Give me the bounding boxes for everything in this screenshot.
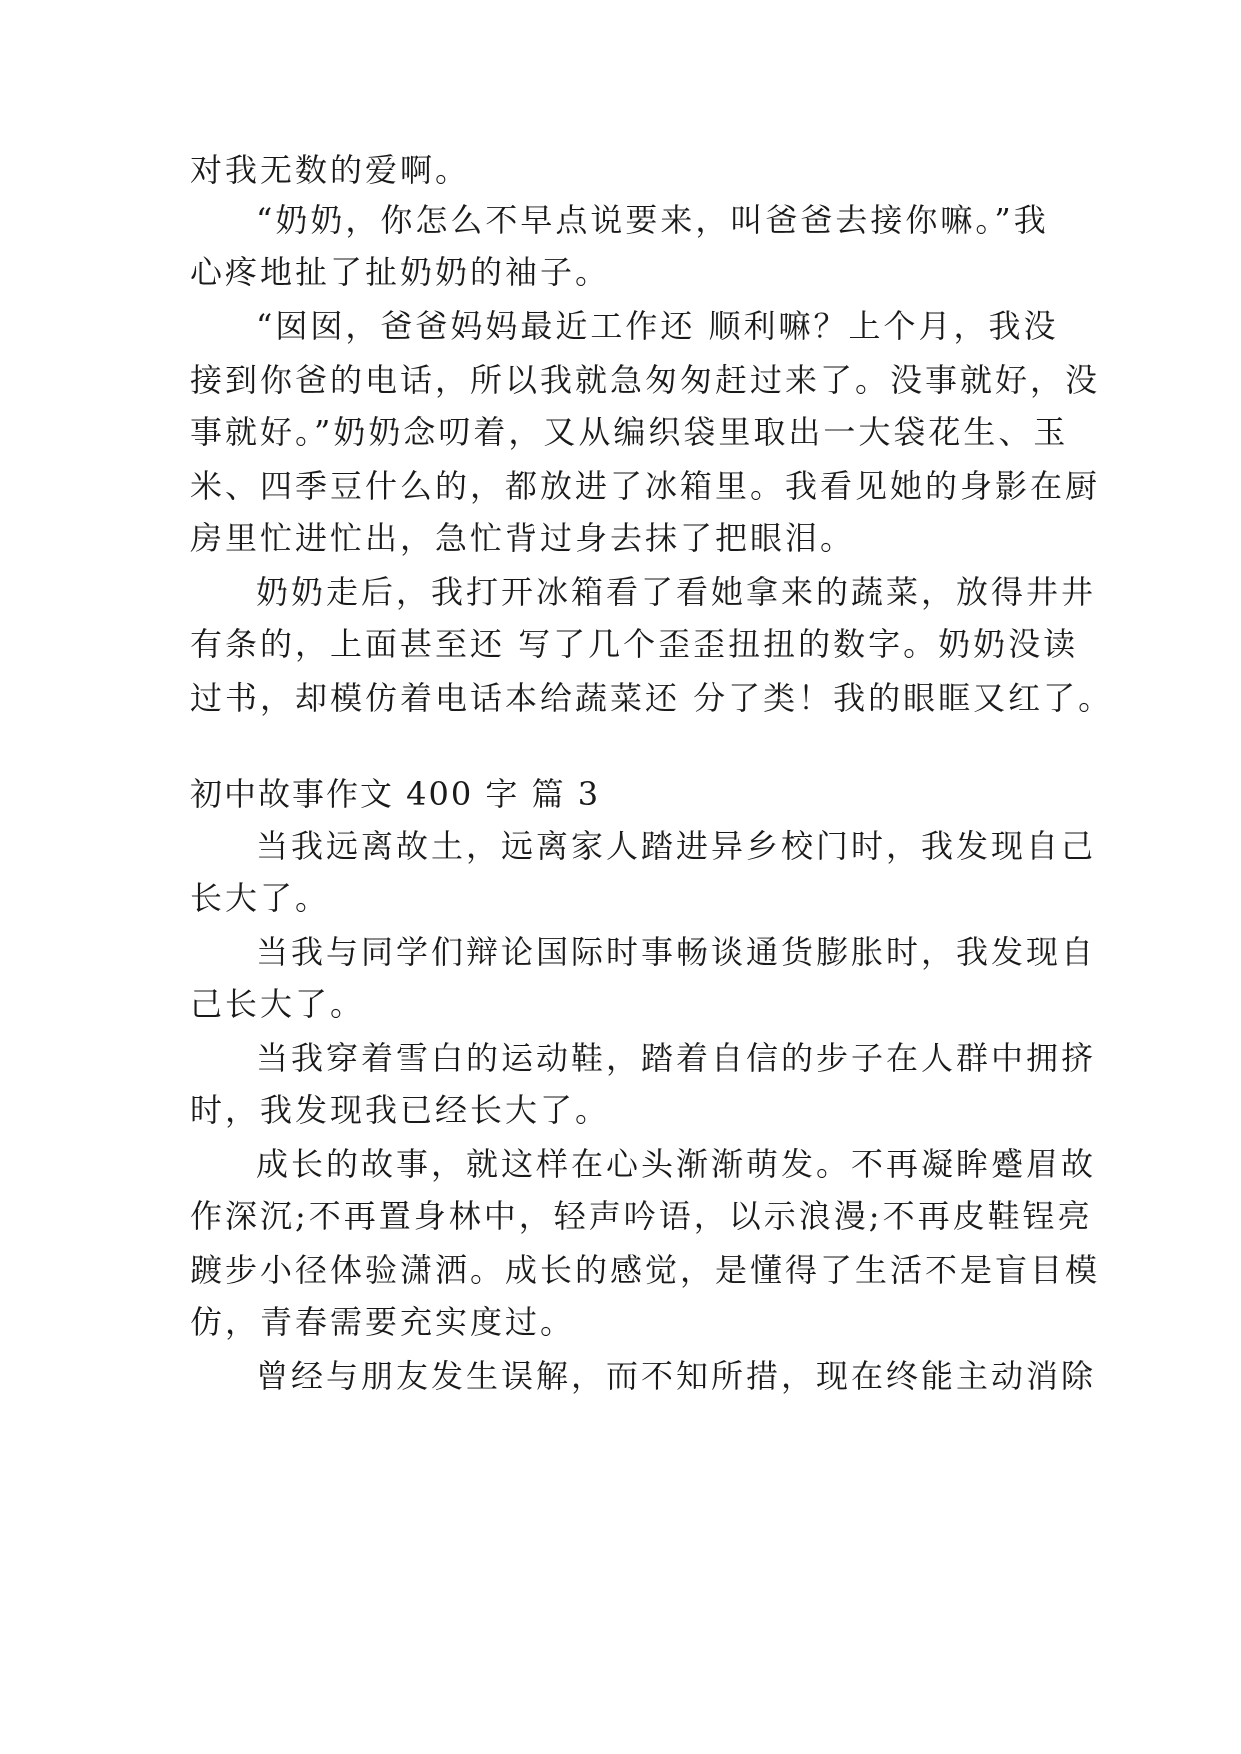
text-line-5: 接到你爸的电话，所以我就急匆匆赶过来了。没事就好，没: [190, 361, 1101, 399]
text-line-2: “奶奶，你怎么不早点说要来，叫爸爸去接你嘛。”我: [256, 201, 1049, 239]
text-line-12: 当我远离故土，远离家人踏进异乡校门时，我发现自己: [256, 827, 1097, 865]
text-line-6: 事就好。”奶奶念叨着，又从编织袋里取出一大袋花生、玉: [190, 413, 1069, 451]
text-line-4: “囡囡，爸爸妈妈最近工作还 顺利嘛？上个月，我没: [256, 307, 1059, 345]
text-line-8: 房里忙进忙出，急忙背过身去抹了把眼泪。: [190, 519, 856, 557]
text-line-1: 对我无数的爱啊。: [190, 151, 471, 189]
text-line-7: 米、四季豆什么的，都放进了冰箱里。我看见她的身影在厨: [190, 467, 1101, 505]
text-line-17: 时，我发现我已经长大了。: [190, 1091, 611, 1129]
text-line-18: 成长的故事，就这样在心头渐渐萌发。不再凝眸蹙眉故: [256, 1145, 1097, 1183]
text-line-20: 踱步小径体验潇洒。成长的感觉，是懂得了生活不是盲目模: [190, 1251, 1101, 1289]
text-line-22: 曾经与朋友发生误解，而不知所措，现在终能主动消除: [256, 1357, 1097, 1395]
text-line-3: 心疼地扯了扯奶奶的袖子。: [190, 253, 611, 291]
text-line-15: 己长大了。: [190, 985, 366, 1023]
text-line-14: 当我与同学们辩论国际时事畅谈通货膨胀时，我发现自: [256, 933, 1097, 971]
text-line-19: 作深沉;不再置身林中，轻声吟语，以示浪漫;不再皮鞋锃亮: [190, 1197, 1093, 1235]
section-heading: 初中故事作文 400 字 篇 3: [190, 775, 601, 813]
text-line-16: 当我穿着雪白的运动鞋，踏着自信的步子在人群中拥挤: [256, 1039, 1097, 1077]
text-line-11: 过书，却模仿着电话本给蔬菜还 分了类！我的眼眶又红了。: [190, 679, 1114, 717]
text-line-10: 有条的，上面甚至还 写了几个歪歪扭扭的数字。奶奶没读: [190, 625, 1079, 663]
text-line-21: 仿，青春需要充实度过。: [190, 1303, 576, 1341]
text-line-9: 奶奶走后，我打开冰箱看了看她拿来的蔬菜，放得井井: [256, 573, 1097, 611]
text-line-13: 长大了。: [190, 879, 331, 917]
